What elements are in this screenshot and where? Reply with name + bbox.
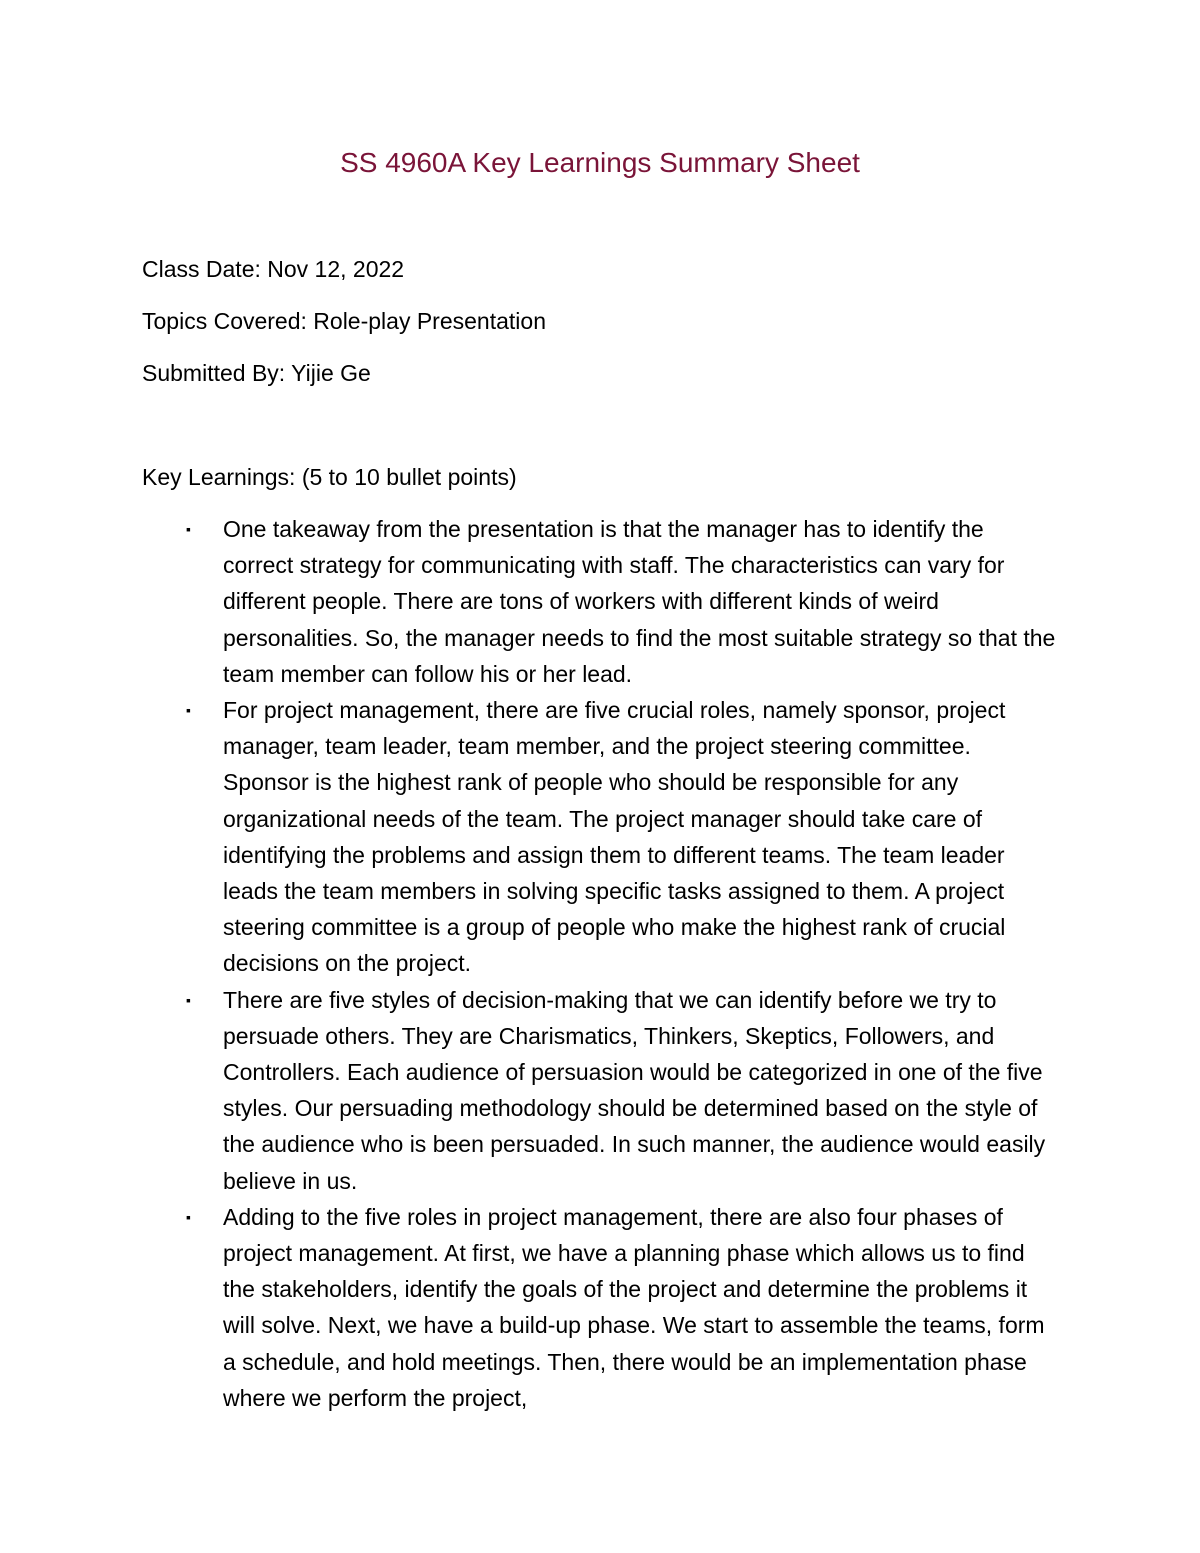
class-date: Class Date: Nov 12, 2022 [142, 256, 405, 282]
bullet-icon: ▪ [186, 991, 191, 1008]
list-item [142, 1199, 1058, 1416]
bullet-text: Adding to the five roles in project management, there are also four phases of project management. At first, we have a planning phase which allows us to find the stakeholders, identify the goals of the project and determine the problems it will solve. Next, we have a build-up phase. We start to assemble the teams, form a schedule, and hold meetings. Then, there would be an implementation phase where we perform the project, [223, 1203, 1045, 1411]
bullet-text: For project management, there are five crucial roles, namely sponsor, project manager, team leader, team member, and the project steering committee. Sponsor is the highest rank of people who should be responsible for any organizational needs of the team. The project manager should take care of identifying the problems and assign them to different teams. The team leader leads the team members in solving specific tasks assigned to them. A project steering committee is a group of people who make the highest rank of crucial decisions on the project. [223, 697, 1006, 977]
submitted-by: Submitted By: Yijie Ge [142, 360, 371, 386]
bullet-text: There are five styles of decision-making that we can identify before we try to persuade others. They are Charismatics, Thinkers, Skeptics, Followers, and Controllers. Each audience of persuasion would be categorized in one of the five styles. Our persuading methodology should be determined based on the style of the audience who is been persuaded. In such manner, the audience would easily believe in us. [223, 986, 1046, 1194]
key-learnings-list [142, 511, 1082, 1416]
bullet-icon: ▪ [186, 521, 191, 537]
key-learnings-heading: Key Learnings: (5 to 10 bullet points) [142, 464, 517, 490]
list-item [142, 692, 1058, 982]
bullet-icon: ▪ [186, 1208, 191, 1225]
topics-covered: Topics Covered: Role-play Presentation [142, 308, 546, 334]
bullet-icon: ▪ [186, 702, 191, 719]
list-item [142, 511, 1058, 692]
bullet-text: One takeaway from the presentation is that the manager has to identify the correct strategy for communicating with staff. The characteristics can vary for different people. There are tons of workers with different kinds of weird personalities. So, the manager needs to find the most suitable strategy so that the team member can follow his or her lead. [223, 516, 1056, 687]
document-title: SS 4960A Key Learnings Summary Sheet [340, 147, 860, 178]
list-item [142, 982, 1058, 1199]
